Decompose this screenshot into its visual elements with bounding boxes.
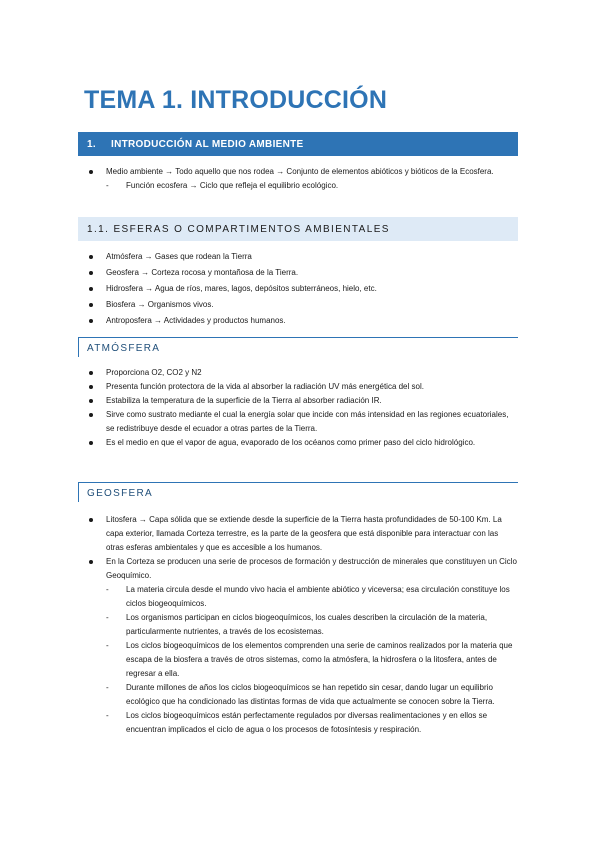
list-item: Proporciona O2, CO2 y N2 (86, 366, 518, 380)
list-item: Es el medio en que el vapor de agua, evaporado de los océanos como primer paso del ciclo hidrológico. (86, 436, 518, 450)
section-heading-1 (78, 132, 518, 156)
spheres-list (86, 250, 518, 328)
list-item: Biosfera → Organismos vivos. (86, 298, 518, 312)
list-item: En la Corteza se producen una serie de procesos de formación y destrucción de minerales que constituyen un Ciclo Geoquímico. (86, 555, 518, 583)
section-1-list (86, 165, 518, 193)
heading-geosfera: GEOSFERA (78, 482, 518, 502)
list-item: Antroposfera → Actividades y productos humanos. (86, 314, 518, 328)
list-item: Atmósfera → Gases que rodean la Tierra (86, 250, 518, 264)
list-item: Litosfera → Capa sólida que se extiende desde la superficie de la Tierra hasta profundidades de 50-100 Km. La capa exterior, llamada Corteza terrestre, es la parte de la geosfera que está disponible para interactuar con las otras esferas ambientales y que es accesible a los humanos. (86, 513, 518, 555)
heading-atmosfera: ATMÓSFERA (78, 337, 518, 357)
sub-list-item: - Función ecosfera → Ciclo que refleja el equilibrio ecológico. (86, 179, 518, 193)
sub-list-item: - La materia circula desde el mundo vivo hacia el ambiente abiótico y viceversa; esa circulación constituye los ciclos biogeoquímicos. (86, 583, 518, 611)
page-title: TEMA 1. INTRODUCCIÓN (84, 86, 388, 114)
section-heading-text: INTRODUCCIÓN AL MEDIO AMBIENTE (111, 138, 304, 150)
atmosfera-list (86, 366, 518, 450)
list-item: Hidrosfera → Agua de ríos, mares, lagos, depósitos subterráneos, hielo, etc. (86, 282, 518, 296)
sub-list-item: - Durante millones de años los ciclos biogeoquímicos se han repetido sin cesar, dando lugar un equilibrio ecológico que ha condicionado las distintas formas de vida que actualmente se conocen sobre la Tierra. (86, 681, 518, 709)
sub-list-item: - Los ciclos biogeoquímicos están perfectamente regulados por diversas realimentaciones y en ellos se encuentran implicados el ciclo de agua o los procesos de fotosíntesis y respiración. (86, 709, 518, 737)
sub-list-item: - Los ciclos biogeoquímicos de los elementos comprenden una serie de caminos realizados por la materia que escapa de la biosfera a través de otros sistemas, como la atmósfera, la hidrosfera o la litosfera, antes de regresar a ella. (86, 639, 518, 681)
list-item: Presenta función protectora de la vida al absorber la radiación UV más energética del sol. (86, 380, 518, 394)
sub-list-item: - Los organismos participan en ciclos biogeoquímicos, los cuales describen la circulación de la materia, particularmente nutrientes, a través de los ecosistemas. (86, 611, 518, 639)
geosfera-list (86, 513, 518, 737)
list-item: Geosfera → Corteza rocosa y montañosa de la Tierra. (86, 266, 518, 280)
list-item: Estabiliza la temperatura de la superficie de la Tierra al absorber radiación IR. (86, 394, 518, 408)
section-number: 1. (87, 138, 96, 150)
list-item: Medio ambiente → Todo aquello que nos rodea → Conjunto de elementos abióticos y bióticos de la Ecosfera. (86, 165, 518, 179)
list-item: Sirve como sustrato mediante el cual la energía solar que incide con más intensidad en las regiones ecuatoriales, se redistribuye desde el ecuador a otras partes de la Tierra. (86, 408, 518, 436)
subsection-heading-1-1: 1.1. ESFERAS O COMPARTIMENTOS AMBIENTALES (78, 217, 518, 241)
